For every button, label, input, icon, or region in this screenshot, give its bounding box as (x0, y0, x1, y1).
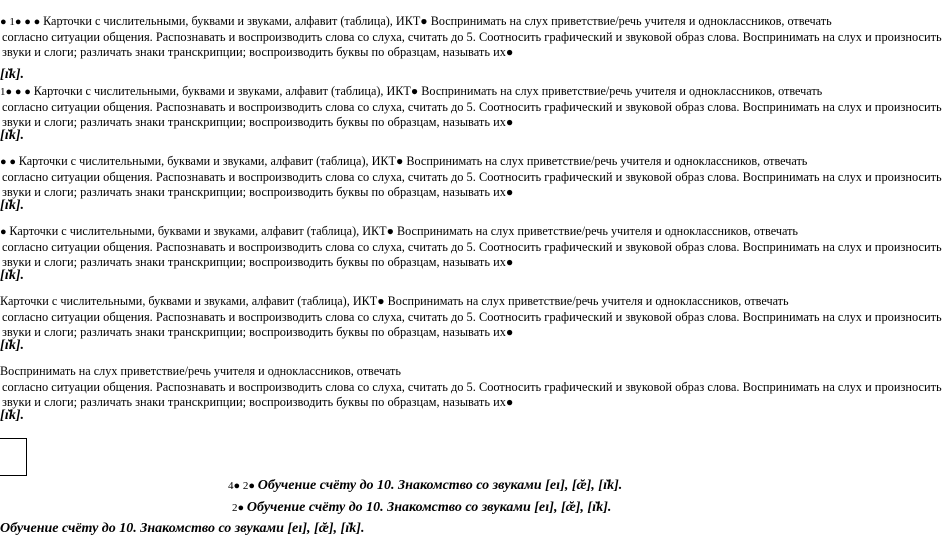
heading-prefix: 4● 2● (228, 480, 258, 492)
bullet-marks: 1● ● ● (0, 86, 34, 98)
objective-line-2: согласно ситуации общения. Распознавать и воспроизводить слова со слуха, считать до 5. Соотносить графический и звуковой образ слова. Воспринимать на слух и произносить (2, 240, 942, 254)
transcription-tag: [ɪ̆k]. (0, 128, 24, 143)
heading-text: Обучение счёту до 10. Знакомство со звуками [eɪ], [æ̆], [ɪ̆k]. (257, 478, 623, 493)
objective-line-3: звуки и слоги; различать знаки транскрипции; воспроизводить буквы по образцам, называть их● (2, 185, 514, 199)
objective-line-1: Воспринимать на слух приветствие/речь учителя и одноклассников, отвечать (0, 364, 401, 378)
objective-line-2: согласно ситуации общения. Распознавать и воспроизводить слова со слуха, считать до 5. Соотносить графический и звуковой образ слова. Воспринимать на слух и произносить (2, 170, 942, 184)
objective-block (0, 14, 942, 60)
objective-line-3: звуки и слоги; различать знаки транскрипции; воспроизводить буквы по образцам, называть их● (2, 115, 514, 129)
objective-block (0, 364, 942, 410)
objective-line-2: согласно ситуации общения. Распознавать и воспроизводить слова со слуха, считать до 5. Соотносить графический и звуковой образ слова. Воспринимать на слух и произносить (2, 100, 942, 114)
lesson-heading (228, 478, 622, 494)
transcription-tag: [ɪ̆k]. (0, 408, 24, 423)
heading-text: Обучение счёту до 10. Знакомство со звуками [eɪ], [æ̆], [ɪ̆k]. (246, 500, 612, 515)
objective-block (0, 224, 942, 270)
objective-block (0, 154, 942, 200)
transcription-tag: [ɪ̆k]. (0, 198, 24, 213)
lesson-heading (0, 521, 364, 537)
transcription-tag: [ɪ̆k]. (0, 67, 24, 82)
objective-line-2: согласно ситуации общения. Распознавать и воспроизводить слова со слуха, считать до 5. Соотносить графический и звуковой образ слова. Воспринимать на слух и произносить (2, 310, 942, 324)
objective-line-1: Воспринимать на слух приветствие/речь учителя и одноклассников, отвечать (384, 294, 789, 308)
objective-line-3: звуки и слоги; различать знаки транскрипции; воспроизводить буквы по образцам, называть их● (2, 255, 514, 269)
objective-line-3: звуки и слоги; различать знаки транскрипции; воспроизводить буквы по образцам, называть их● (2, 325, 514, 339)
objective-line-2: согласно ситуации общения. Распознавать и воспроизводить слова со слуха, считать до 5. Соотносить графический и звуковой образ слова. Воспринимать на слух и произносить (2, 30, 942, 44)
bullet-marks: ● ● (0, 156, 19, 168)
materials-text: Карточки с числительными, буквами и звуками, алфавит (таблица), ИКТ● (18, 154, 404, 168)
table-cell-border (0, 438, 27, 476)
materials-text: Карточки с числительными, буквами и звуками, алфавит (таблица), ИКТ● (0, 294, 385, 308)
objective-line-1: Воспринимать на слух приветствие/речь учителя и одноклассников, отвечать (403, 154, 808, 168)
objective-line-2: согласно ситуации общения. Распознавать и воспроизводить слова со слуха, считать до 5. Соотносить графический и звуковой образ слова. Воспринимать на слух и произносить (2, 380, 942, 394)
lesson-heading (232, 500, 611, 516)
objective-line-3: звуки и слоги; различать знаки транскрипции; воспроизводить буквы по образцам, называть их● (2, 45, 514, 59)
transcription-tag: [ɪ̆k]. (0, 268, 24, 283)
objective-line-1: Воспринимать на слух приветствие/речь учителя и одноклассников, отвечать (393, 224, 798, 238)
materials-text: Карточки с числительными, буквами и звуками, алфавит (таблица), ИКТ● (9, 224, 394, 238)
materials-text: Карточки с числительными, буквами и звуками, алфавит (таблица), ИКТ● (43, 14, 428, 28)
bullet-marks: ● (0, 226, 10, 238)
objective-block (0, 84, 942, 130)
objective-block (0, 294, 942, 340)
heading-prefix: 2● (232, 502, 247, 514)
heading-text: Обучение счёту до 10. Знакомство со звуками [eɪ], [æ̆], [ɪ̆k]. (0, 521, 365, 536)
objective-line-1: Воспринимать на слух приветствие/речь учителя и одноклассников, отвечать (427, 14, 832, 28)
materials-text: Карточки с числительными, буквами и звуками, алфавит (таблица), ИКТ● (33, 84, 419, 98)
bullet-marks: ● 1● ● ● (0, 16, 44, 28)
objective-line-3: звуки и слоги; различать знаки транскрипции; воспроизводить буквы по образцам, называть их● (2, 395, 514, 409)
objective-line-1: Воспринимать на слух приветствие/речь учителя и одноклассников, отвечать (418, 84, 823, 98)
transcription-tag: [ɪ̆k]. (0, 338, 24, 353)
